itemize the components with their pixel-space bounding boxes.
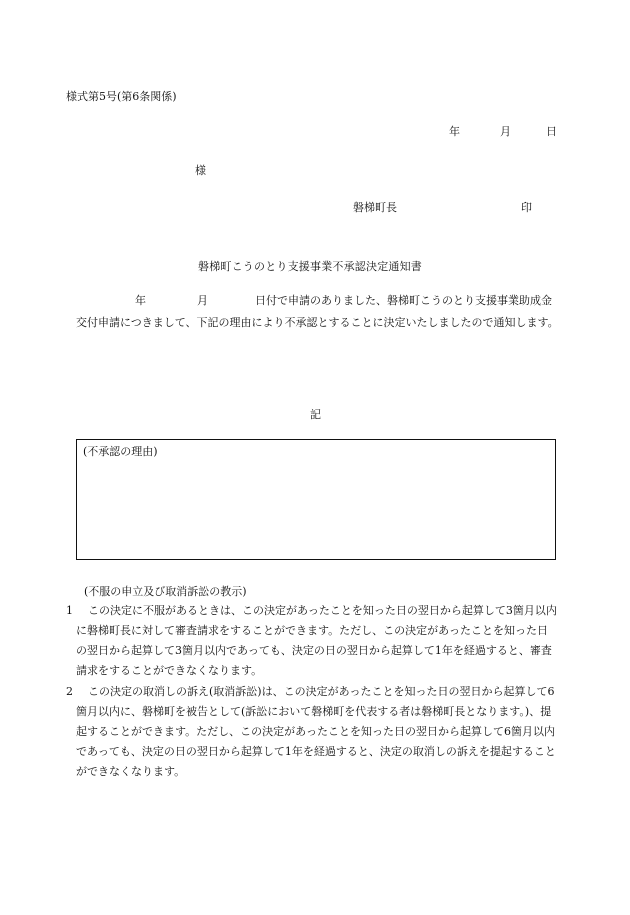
notice-item-text: この決定の取消しの訴え(取消訴訟)は、この決定があったことを知った日の翌日から起算して6箇月以内に、磐梯町を被告として(訴訟において磐梯町を代表する者は磐梯町長となります。)、提起することができます。ただし、この決定があったことを知った日の翌日から起算して6箇月以内であっても、決定の日の翌日から起算して1年を経過すると、決定の取消しの訴えを提起することができなくなります。 [76, 685, 556, 778]
notice-item-number: 1 [66, 604, 73, 617]
reason-label: (不承認の理由) [83, 445, 158, 458]
body-year: 年 [135, 294, 146, 307]
reason-box [76, 439, 556, 560]
sender-name: 磐梯町長 [353, 201, 397, 214]
notice-item-text: この決定に不服があるときは、この決定があったことを知った日の翌日から起算して3箇月以内に磐梯町長に対して審査請求をすることができます。ただし、この決定があったことを知った日の翌日から起算して3箇月以内であっても、決定の日の翌日から起算して1年を経過すると、審査請求をすることができなくなります。 [76, 604, 557, 677]
seal-mark: 印 [521, 201, 532, 214]
ki-heading: 記 [310, 408, 321, 421]
notice-item [66, 601, 558, 681]
notice-item-number: 2 [66, 685, 73, 698]
recipient-suffix: 様 [195, 164, 206, 177]
form-number: 様式第5号(第6条関係) [66, 90, 177, 103]
date-line [449, 123, 557, 139]
date-month: 月 [500, 125, 511, 138]
notice-heading: (不服の申立及び取消訴訟の教示) [84, 585, 247, 598]
body-text-rest: 日付で申請のありました、磐梯町こうのとり支援事業助成金交付申請につきまして、下記の理由により不承認とすることに決定いたしましたので通知します。 [76, 294, 559, 329]
date-year: 年 [449, 125, 460, 138]
document-title: 磐梯町こうのとり支援事業不承認決定通知書 [198, 260, 422, 273]
notice-item [66, 682, 558, 782]
body-paragraph [76, 290, 562, 334]
date-day: 日 [546, 125, 557, 138]
body-month: 月 [197, 294, 208, 307]
